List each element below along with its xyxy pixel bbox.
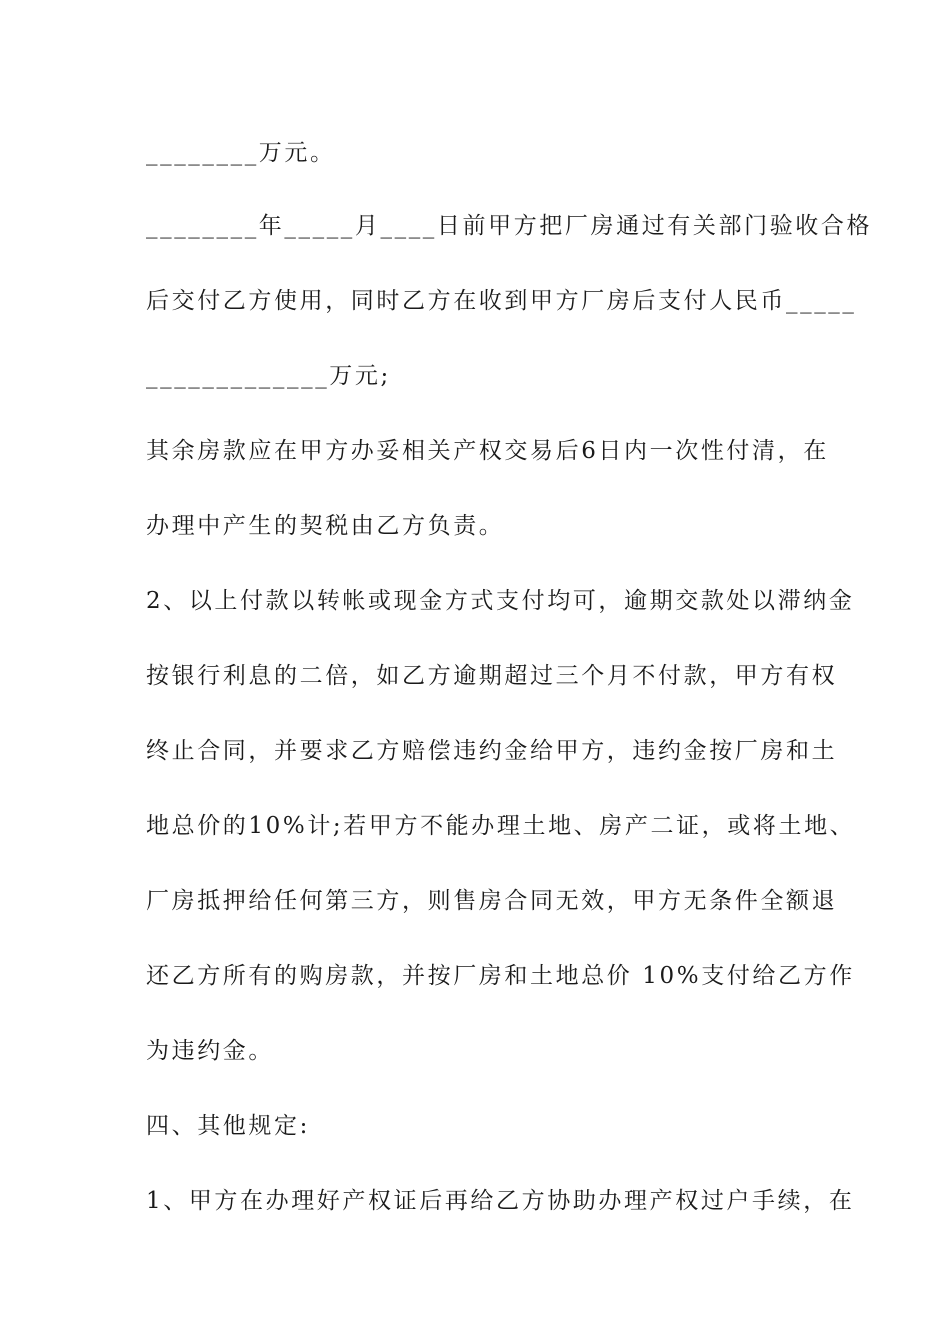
text-line: _____________万元;	[146, 363, 391, 389]
text-line: 其余房款应在甲方办妥相关产权交易后6日内一次性付清，在	[146, 438, 829, 464]
text-line: 地总价的10%计;若甲方不能办理土地、房产二证，或将土地、	[146, 813, 856, 839]
text-line: ________万元。	[146, 140, 336, 166]
text-line: ________年_____月____日前甲方把厂房通过有关部门验收合格	[146, 213, 873, 239]
text-line: 厂房抵押给任何第三方，则售房合同无效，甲方无条件全额退	[146, 888, 838, 914]
text-line: 按银行利息的二倍，如乙方逾期超过三个月不付款，甲方有权	[146, 663, 838, 689]
section-heading: 四、其他规定:	[146, 1113, 310, 1139]
text-line: 2、以上付款以转帐或现金方式支付均可，逾期交款处以滞纳金	[146, 588, 855, 614]
text-line: 1、甲方在办理好产权证后再给乙方协助办理产权过户手续，在	[146, 1188, 855, 1214]
text-line: 办理中产生的契税由乙方负责。	[146, 513, 505, 539]
text-line: 终止合同，并要求乙方赔偿违约金给甲方，违约金按厂房和土	[146, 738, 838, 764]
text-line: 后交付乙方使用，同时乙方在收到甲方厂房后支付人民币_____	[146, 288, 857, 314]
text-line: 为违约金。	[146, 1038, 274, 1064]
text-line: 还乙方所有的购房款，并按厂房和土地总价 10%支付给乙方作	[146, 963, 855, 989]
